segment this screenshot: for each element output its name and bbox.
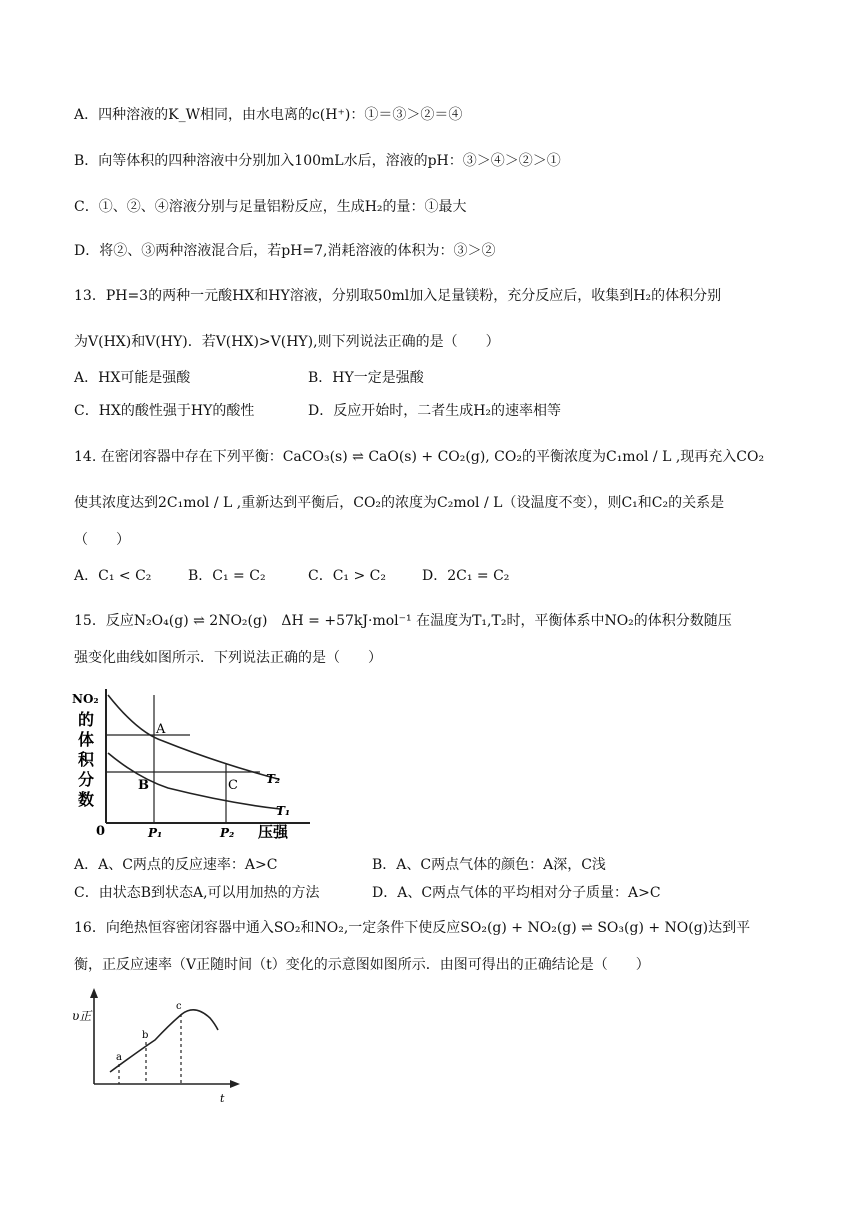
q15-graph bbox=[68, 683, 323, 843]
q16-stem-line2: 衡，正反应速率（V正随时间（t）变化的示意图如图所示．由图可得出的正确结论是（ ） bbox=[74, 957, 650, 973]
q15-point-b: B bbox=[138, 778, 149, 793]
q15-xlabel: 压强 bbox=[258, 823, 289, 841]
q15-option-d: D．A、C两点气体的平均相对分子质量：A>C bbox=[372, 885, 661, 901]
q15-ylabel-char-5: 数 bbox=[78, 790, 95, 809]
q15-origin: 0 bbox=[96, 824, 106, 839]
q16-point-b: b bbox=[142, 1030, 149, 1041]
q15-stem-line1: 15．反应N₂O₄(g) ⇌ 2NO₂(g) ΔH = +57kJ·mol⁻¹ 在温度为T₁,T₂时，平衡体系中NO₂的体积分数随压 bbox=[74, 613, 732, 629]
q16-y-arrow bbox=[90, 988, 98, 998]
q15-ylabel-char-1: 的 bbox=[78, 710, 95, 729]
q13-option-c: C．HX的酸性强于HY的酸性 bbox=[74, 403, 255, 419]
q14-option-a: A．C₁ < C₂ bbox=[74, 568, 152, 584]
q12-option-d: D．将②、③两种溶液混合后，若pH=7,消耗溶液的体积为：③＞② bbox=[74, 243, 496, 259]
q15-point-c: C bbox=[228, 778, 238, 793]
q16-x-arrow bbox=[230, 1080, 240, 1088]
q13-option-d: D．反应开始时，二者生成H₂的速率相等 bbox=[308, 403, 562, 419]
q15-xtick-p2: P₂ bbox=[220, 826, 235, 840]
q13-stem-line2: 为V(HX)和V(HY)．若V(HX)>V(HY),则下列说法正确的是（ ） bbox=[74, 334, 500, 350]
q15-curve-label-t1: T₁ bbox=[276, 804, 291, 818]
q12-option-c: C．①、②、④溶液分别与足量铝粉反应，生成H₂的量：①最大 bbox=[74, 199, 467, 215]
q16-point-a: a bbox=[116, 1052, 122, 1063]
q12-option-b: B．向等体积的四种溶液中分别加入100mL水后，溶液的pH：③＞④＞②＞① bbox=[74, 153, 561, 169]
q15-ylabel-char-4: 分 bbox=[78, 770, 95, 789]
q13-stem-line1: 13．PH=3的两种一元酸HX和HY溶液，分别取50ml加入足量镁粉，充分反应后，收集到H₂的体积分别 bbox=[74, 288, 722, 304]
q16-graph bbox=[70, 984, 250, 1106]
q15-option-a: A．A、C两点的反应速率：A>C bbox=[74, 857, 278, 873]
q14-option-c: C．C₁ > C₂ bbox=[308, 568, 386, 584]
q16-ylabel: υ正 bbox=[72, 1009, 92, 1023]
q14-stem-line3: （ ） bbox=[74, 532, 130, 548]
q14-stem-line2: 使其浓度达到2C₁mol / L ,重新达到平衡后，CO₂的浓度为C₂mol / L（设温度不变），则C₁和C₂的关系是 bbox=[74, 495, 725, 511]
q15-curve-t2 bbox=[108, 695, 278, 779]
q14-stem-line1: 14. 在密闭容器中存在下列平衡：CaCO₃(s) ⇌ CaO(s) + CO₂(g), CO₂的平衡浓度为C₁mol / L ,现再充入CO₂ bbox=[74, 449, 765, 465]
q12-option-a: A．四种溶液的K_W相同，由水电离的c(H⁺)：①＝③＞②＝④ bbox=[74, 107, 463, 123]
q15-ylabel-char-3: 积 bbox=[78, 750, 95, 769]
q15-option-b: B．A、C两点气体的颜色：A深，C浅 bbox=[372, 857, 606, 873]
q15-ylabel-line1: NO₂ bbox=[72, 692, 99, 706]
q15-xtick-p1: P₁ bbox=[148, 826, 163, 840]
q15-stem-line2: 强变化曲线如图所示．下列说法正确的是（ ） bbox=[74, 650, 382, 666]
q16-stem-line1: 16．向绝热恒容密闭容器中通入SO₂和NO₂,一定条件下使反应SO₂(g) + NO₂(g) ⇌ SO₃(g) + NO(g)达到平 bbox=[74, 920, 751, 936]
q13-option-b: B．HY一定是强酸 bbox=[308, 370, 424, 386]
q14-option-d: D．2C₁ = C₂ bbox=[422, 568, 510, 584]
q13-option-a: A．HX可能是强酸 bbox=[74, 370, 191, 386]
q16-point-c: c bbox=[176, 1001, 182, 1012]
q14-option-b: B．C₁ = C₂ bbox=[188, 568, 266, 584]
q15-ylabel-char-2: 体 bbox=[78, 730, 95, 749]
q16-xlabel: t bbox=[220, 1092, 225, 1105]
q15-point-a: A bbox=[156, 722, 166, 737]
q15-curve-label-t2: T₂ bbox=[266, 772, 281, 786]
q15-option-c: C．由状态B到状态A,可以用加热的方法 bbox=[74, 885, 320, 901]
q15-curve-t1 bbox=[108, 753, 280, 809]
q16-curve bbox=[110, 1010, 218, 1072]
